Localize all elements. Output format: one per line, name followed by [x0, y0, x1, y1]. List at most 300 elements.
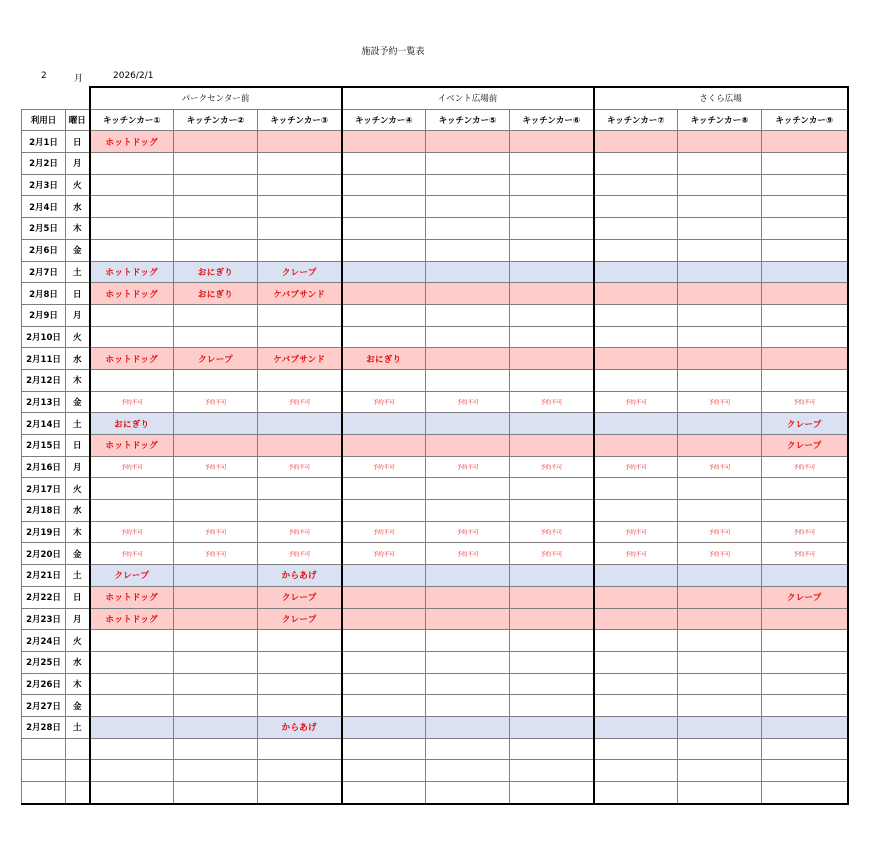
empty-cell[interactable] — [594, 500, 678, 522]
reservation-cell[interactable]: ケバブサンド — [258, 283, 342, 305]
empty-cell[interactable] — [258, 369, 342, 391]
empty-cell[interactable] — [174, 369, 258, 391]
weekday-cell[interactable]: 日 — [66, 283, 90, 305]
empty-cell[interactable] — [678, 261, 762, 283]
empty-cell[interactable] — [678, 695, 762, 717]
unavailable-cell[interactable]: 予約不可 — [342, 456, 426, 478]
empty-cell[interactable] — [426, 630, 510, 652]
date-cell[interactable]: 2月7日 — [22, 261, 66, 283]
unavailable-cell[interactable]: 予約不可 — [510, 521, 594, 543]
reservation-cell[interactable]: ケバブサンド — [258, 348, 342, 370]
empty-cell[interactable] — [174, 651, 258, 673]
empty-cell[interactable] — [510, 500, 594, 522]
empty-cell[interactable] — [762, 304, 848, 326]
empty-cell[interactable] — [762, 369, 848, 391]
empty-cell[interactable] — [90, 218, 174, 240]
empty-cell[interactable] — [174, 413, 258, 435]
empty-cell[interactable] — [594, 131, 678, 153]
unavailable-cell[interactable]: 予約不可 — [90, 521, 174, 543]
empty-cell[interactable] — [174, 673, 258, 695]
empty-cell[interactable] — [510, 608, 594, 630]
empty-cell[interactable] — [174, 738, 258, 760]
empty-cell[interactable] — [762, 738, 848, 760]
weekday-cell[interactable]: 月 — [66, 304, 90, 326]
date-cell[interactable]: 2月26日 — [22, 673, 66, 695]
empty-cell[interactable] — [510, 348, 594, 370]
reservation-cell[interactable]: クレープ — [762, 413, 848, 435]
empty-cell[interactable] — [594, 218, 678, 240]
empty-cell[interactable] — [258, 782, 342, 804]
date-cell[interactable]: 2月3日 — [22, 174, 66, 196]
empty-cell[interactable] — [594, 261, 678, 283]
date-cell[interactable]: 2月15日 — [22, 435, 66, 457]
empty-cell[interactable] — [258, 131, 342, 153]
empty-cell[interactable] — [678, 716, 762, 738]
weekday-cell[interactable] — [66, 738, 90, 760]
empty-cell[interactable] — [258, 695, 342, 717]
weekday-cell[interactable]: 金 — [66, 239, 90, 261]
reservation-cell[interactable]: ホットドッグ — [90, 348, 174, 370]
empty-cell[interactable] — [762, 565, 848, 587]
empty-cell[interactable] — [762, 283, 848, 305]
weekday-cell[interactable]: 月 — [66, 608, 90, 630]
unavailable-cell[interactable]: 予約不可 — [90, 391, 174, 413]
empty-cell[interactable] — [762, 716, 848, 738]
empty-cell[interactable] — [678, 304, 762, 326]
date-cell[interactable]: 2月12日 — [22, 369, 66, 391]
empty-cell[interactable] — [594, 348, 678, 370]
empty-cell[interactable] — [594, 716, 678, 738]
empty-cell[interactable] — [510, 716, 594, 738]
empty-cell[interactable] — [594, 413, 678, 435]
empty-cell[interactable] — [90, 738, 174, 760]
reservation-cell[interactable]: おにぎり — [174, 283, 258, 305]
unavailable-cell[interactable]: 予約不可 — [510, 543, 594, 565]
empty-cell[interactable] — [426, 565, 510, 587]
empty-cell[interactable] — [426, 304, 510, 326]
date-cell[interactable]: 2月14日 — [22, 413, 66, 435]
empty-cell[interactable] — [762, 174, 848, 196]
date-cell[interactable]: 2月18日 — [22, 500, 66, 522]
empty-cell[interactable] — [342, 174, 426, 196]
empty-cell[interactable] — [594, 369, 678, 391]
weekday-cell[interactable]: 火 — [66, 174, 90, 196]
empty-cell[interactable] — [678, 153, 762, 175]
empty-cell[interactable] — [762, 153, 848, 175]
empty-cell[interactable] — [678, 326, 762, 348]
empty-cell[interactable] — [594, 196, 678, 218]
weekday-cell[interactable]: 火 — [66, 630, 90, 652]
date-cell[interactable]: 2月21日 — [22, 565, 66, 587]
empty-cell[interactable] — [342, 695, 426, 717]
reservation-cell[interactable]: クレープ — [762, 435, 848, 457]
empty-cell[interactable] — [342, 738, 426, 760]
date-cell[interactable]: 2月28日 — [22, 716, 66, 738]
empty-cell[interactable] — [258, 413, 342, 435]
empty-cell[interactable] — [426, 153, 510, 175]
empty-cell[interactable] — [258, 435, 342, 457]
empty-cell[interactable] — [258, 651, 342, 673]
empty-cell[interactable] — [258, 500, 342, 522]
empty-cell[interactable] — [426, 218, 510, 240]
empty-cell[interactable] — [762, 608, 848, 630]
empty-cell[interactable] — [510, 326, 594, 348]
empty-cell[interactable] — [258, 196, 342, 218]
empty-cell[interactable] — [594, 478, 678, 500]
empty-cell[interactable] — [258, 239, 342, 261]
empty-cell[interactable] — [678, 348, 762, 370]
empty-cell[interactable] — [510, 369, 594, 391]
empty-cell[interactable] — [594, 630, 678, 652]
empty-cell[interactable] — [594, 738, 678, 760]
empty-cell[interactable] — [678, 760, 762, 782]
unavailable-cell[interactable]: 予約不可 — [762, 456, 848, 478]
date-cell[interactable]: 2月27日 — [22, 695, 66, 717]
empty-cell[interactable] — [258, 738, 342, 760]
weekday-cell[interactable]: 金 — [66, 543, 90, 565]
empty-cell[interactable] — [342, 435, 426, 457]
empty-cell[interactable] — [426, 651, 510, 673]
empty-cell[interactable] — [174, 586, 258, 608]
empty-cell[interactable] — [174, 760, 258, 782]
empty-cell[interactable] — [90, 630, 174, 652]
empty-cell[interactable] — [174, 326, 258, 348]
empty-cell[interactable] — [678, 369, 762, 391]
weekday-cell[interactable]: 土 — [66, 716, 90, 738]
reservation-cell[interactable]: ホットドッグ — [90, 586, 174, 608]
empty-cell[interactable] — [426, 673, 510, 695]
unavailable-cell[interactable]: 予約不可 — [594, 521, 678, 543]
empty-cell[interactable] — [426, 283, 510, 305]
empty-cell[interactable] — [594, 565, 678, 587]
unavailable-cell[interactable]: 予約不可 — [426, 521, 510, 543]
empty-cell[interactable] — [90, 760, 174, 782]
weekday-cell[interactable]: 水 — [66, 651, 90, 673]
unavailable-cell[interactable]: 予約不可 — [90, 543, 174, 565]
empty-cell[interactable] — [174, 782, 258, 804]
reservation-cell[interactable]: おにぎり — [174, 261, 258, 283]
empty-cell[interactable] — [342, 283, 426, 305]
empty-cell[interactable] — [510, 218, 594, 240]
unavailable-cell[interactable]: 予約不可 — [678, 521, 762, 543]
empty-cell[interactable] — [762, 196, 848, 218]
reservation-cell[interactable]: ホットドッグ — [90, 435, 174, 457]
empty-cell[interactable] — [510, 738, 594, 760]
empty-cell[interactable] — [678, 608, 762, 630]
date-cell[interactable] — [22, 782, 66, 804]
reservation-cell[interactable]: からあげ — [258, 716, 342, 738]
empty-cell[interactable] — [90, 369, 174, 391]
empty-cell[interactable] — [678, 174, 762, 196]
reservation-cell[interactable]: おにぎり — [342, 348, 426, 370]
empty-cell[interactable] — [510, 673, 594, 695]
date-cell[interactable] — [22, 760, 66, 782]
weekday-cell[interactable]: 木 — [66, 369, 90, 391]
reservation-cell[interactable]: クレープ — [258, 608, 342, 630]
empty-cell[interactable] — [510, 239, 594, 261]
empty-cell[interactable] — [594, 695, 678, 717]
empty-cell[interactable] — [594, 782, 678, 804]
empty-cell[interactable] — [342, 782, 426, 804]
empty-cell[interactable] — [426, 608, 510, 630]
empty-cell[interactable] — [258, 673, 342, 695]
empty-cell[interactable] — [426, 239, 510, 261]
weekday-cell[interactable]: 月 — [66, 153, 90, 175]
empty-cell[interactable] — [510, 782, 594, 804]
empty-cell[interactable] — [174, 131, 258, 153]
empty-cell[interactable] — [594, 326, 678, 348]
unavailable-cell[interactable]: 予約不可 — [258, 543, 342, 565]
empty-cell[interactable] — [510, 651, 594, 673]
empty-cell[interactable] — [762, 131, 848, 153]
empty-cell[interactable] — [90, 716, 174, 738]
empty-cell[interactable] — [426, 586, 510, 608]
empty-cell[interactable] — [426, 196, 510, 218]
date-cell[interactable]: 2月1日 — [22, 131, 66, 153]
empty-cell[interactable] — [342, 196, 426, 218]
unavailable-cell[interactable]: 予約不可 — [594, 543, 678, 565]
empty-cell[interactable] — [426, 131, 510, 153]
empty-cell[interactable] — [510, 304, 594, 326]
reservation-cell[interactable]: ホットドッグ — [90, 608, 174, 630]
empty-cell[interactable] — [426, 716, 510, 738]
empty-cell[interactable] — [90, 478, 174, 500]
empty-cell[interactable] — [510, 630, 594, 652]
empty-cell[interactable] — [426, 326, 510, 348]
reservation-cell[interactable]: ホットドッグ — [90, 131, 174, 153]
empty-cell[interactable] — [762, 695, 848, 717]
unavailable-cell[interactable]: 予約不可 — [342, 391, 426, 413]
reservation-cell[interactable]: クレープ — [258, 586, 342, 608]
unavailable-cell[interactable]: 予約不可 — [594, 391, 678, 413]
unavailable-cell[interactable]: 予約不可 — [174, 391, 258, 413]
empty-cell[interactable] — [678, 478, 762, 500]
empty-cell[interactable] — [258, 760, 342, 782]
empty-cell[interactable] — [594, 673, 678, 695]
empty-cell[interactable] — [678, 283, 762, 305]
empty-cell[interactable] — [426, 261, 510, 283]
empty-cell[interactable] — [258, 218, 342, 240]
empty-cell[interactable] — [426, 760, 510, 782]
empty-cell[interactable] — [594, 435, 678, 457]
unavailable-cell[interactable]: 予約不可 — [342, 521, 426, 543]
empty-cell[interactable] — [258, 174, 342, 196]
unavailable-cell[interactable]: 予約不可 — [678, 456, 762, 478]
weekday-cell[interactable]: 日 — [66, 131, 90, 153]
empty-cell[interactable] — [342, 153, 426, 175]
empty-cell[interactable] — [594, 586, 678, 608]
weekday-cell[interactable]: 水 — [66, 500, 90, 522]
empty-cell[interactable] — [678, 218, 762, 240]
empty-cell[interactable] — [342, 608, 426, 630]
empty-cell[interactable] — [90, 695, 174, 717]
unavailable-cell[interactable]: 予約不可 — [174, 543, 258, 565]
empty-cell[interactable] — [510, 413, 594, 435]
weekday-cell[interactable]: 日 — [66, 586, 90, 608]
empty-cell[interactable] — [174, 500, 258, 522]
empty-cell[interactable] — [678, 630, 762, 652]
empty-cell[interactable] — [678, 500, 762, 522]
empty-cell[interactable] — [174, 218, 258, 240]
empty-cell[interactable] — [678, 413, 762, 435]
empty-cell[interactable] — [510, 695, 594, 717]
empty-cell[interactable] — [174, 435, 258, 457]
empty-cell[interactable] — [678, 196, 762, 218]
empty-cell[interactable] — [174, 239, 258, 261]
reservation-cell[interactable]: からあげ — [258, 565, 342, 587]
weekday-cell[interactable]: 土 — [66, 261, 90, 283]
empty-cell[interactable] — [342, 304, 426, 326]
empty-cell[interactable] — [762, 500, 848, 522]
date-cell[interactable]: 2月11日 — [22, 348, 66, 370]
empty-cell[interactable] — [426, 174, 510, 196]
empty-cell[interactable] — [258, 304, 342, 326]
weekday-cell[interactable]: 木 — [66, 218, 90, 240]
empty-cell[interactable] — [510, 760, 594, 782]
weekday-cell[interactable]: 木 — [66, 521, 90, 543]
empty-cell[interactable] — [342, 716, 426, 738]
empty-cell[interactable] — [342, 673, 426, 695]
date-cell[interactable]: 2月9日 — [22, 304, 66, 326]
empty-cell[interactable] — [342, 478, 426, 500]
unavailable-cell[interactable]: 予約不可 — [678, 391, 762, 413]
date-cell[interactable]: 2月10日 — [22, 326, 66, 348]
empty-cell[interactable] — [342, 326, 426, 348]
unavailable-cell[interactable]: 予約不可 — [762, 391, 848, 413]
weekday-cell[interactable] — [66, 760, 90, 782]
empty-cell[interactable] — [678, 782, 762, 804]
empty-cell[interactable] — [174, 565, 258, 587]
empty-cell[interactable] — [426, 695, 510, 717]
date-cell[interactable]: 2月5日 — [22, 218, 66, 240]
date-cell[interactable]: 2月4日 — [22, 196, 66, 218]
empty-cell[interactable] — [342, 565, 426, 587]
empty-cell[interactable] — [510, 586, 594, 608]
empty-cell[interactable] — [594, 651, 678, 673]
empty-cell[interactable] — [678, 131, 762, 153]
unavailable-cell[interactable]: 予約不可 — [258, 391, 342, 413]
empty-cell[interactable] — [426, 500, 510, 522]
empty-cell[interactable] — [678, 586, 762, 608]
weekday-cell[interactable]: 火 — [66, 478, 90, 500]
empty-cell[interactable] — [342, 630, 426, 652]
empty-cell[interactable] — [174, 716, 258, 738]
empty-cell[interactable] — [678, 673, 762, 695]
date-cell[interactable]: 2月16日 — [22, 456, 66, 478]
empty-cell[interactable] — [762, 478, 848, 500]
unavailable-cell[interactable]: 予約不可 — [678, 543, 762, 565]
empty-cell[interactable] — [594, 304, 678, 326]
empty-cell[interactable] — [426, 369, 510, 391]
empty-cell[interactable] — [594, 760, 678, 782]
empty-cell[interactable] — [258, 153, 342, 175]
empty-cell[interactable] — [594, 174, 678, 196]
empty-cell[interactable] — [678, 435, 762, 457]
date-cell[interactable]: 2月22日 — [22, 586, 66, 608]
date-cell[interactable]: 2月17日 — [22, 478, 66, 500]
empty-cell[interactable] — [342, 651, 426, 673]
unavailable-cell[interactable]: 予約不可 — [258, 521, 342, 543]
empty-cell[interactable] — [426, 738, 510, 760]
unavailable-cell[interactable]: 予約不可 — [90, 456, 174, 478]
empty-cell[interactable] — [90, 239, 174, 261]
empty-cell[interactable] — [678, 565, 762, 587]
reservation-cell[interactable]: クレープ — [258, 261, 342, 283]
empty-cell[interactable] — [258, 326, 342, 348]
empty-cell[interactable] — [90, 782, 174, 804]
empty-cell[interactable] — [426, 348, 510, 370]
empty-cell[interactable] — [342, 760, 426, 782]
empty-cell[interactable] — [258, 630, 342, 652]
empty-cell[interactable] — [426, 413, 510, 435]
unavailable-cell[interactable]: 予約不可 — [174, 521, 258, 543]
unavailable-cell[interactable]: 予約不可 — [426, 456, 510, 478]
empty-cell[interactable] — [594, 153, 678, 175]
empty-cell[interactable] — [174, 174, 258, 196]
weekday-cell[interactable]: 土 — [66, 413, 90, 435]
empty-cell[interactable] — [762, 348, 848, 370]
empty-cell[interactable] — [342, 131, 426, 153]
empty-cell[interactable] — [174, 695, 258, 717]
empty-cell[interactable] — [90, 673, 174, 695]
date-cell[interactable]: 2月19日 — [22, 521, 66, 543]
empty-cell[interactable] — [174, 304, 258, 326]
empty-cell[interactable] — [510, 261, 594, 283]
empty-cell[interactable] — [342, 500, 426, 522]
empty-cell[interactable] — [678, 239, 762, 261]
empty-cell[interactable] — [342, 218, 426, 240]
reservation-cell[interactable]: ホットドッグ — [90, 283, 174, 305]
weekday-cell[interactable]: 火 — [66, 326, 90, 348]
empty-cell[interactable] — [762, 651, 848, 673]
date-cell[interactable]: 2月6日 — [22, 239, 66, 261]
empty-cell[interactable] — [342, 413, 426, 435]
empty-cell[interactable] — [594, 283, 678, 305]
date-cell[interactable]: 2月23日 — [22, 608, 66, 630]
empty-cell[interactable] — [174, 630, 258, 652]
empty-cell[interactable] — [90, 500, 174, 522]
weekday-cell[interactable]: 土 — [66, 565, 90, 587]
date-cell[interactable]: 2月24日 — [22, 630, 66, 652]
unavailable-cell[interactable]: 予約不可 — [426, 543, 510, 565]
empty-cell[interactable] — [510, 478, 594, 500]
unavailable-cell[interactable]: 予約不可 — [174, 456, 258, 478]
empty-cell[interactable] — [762, 782, 848, 804]
reservation-cell[interactable]: クレープ — [174, 348, 258, 370]
empty-cell[interactable] — [90, 651, 174, 673]
empty-cell[interactable] — [426, 782, 510, 804]
unavailable-cell[interactable]: 予約不可 — [510, 391, 594, 413]
empty-cell[interactable] — [90, 174, 174, 196]
empty-cell[interactable] — [762, 630, 848, 652]
empty-cell[interactable] — [510, 565, 594, 587]
empty-cell[interactable] — [90, 153, 174, 175]
weekday-cell[interactable]: 水 — [66, 348, 90, 370]
empty-cell[interactable] — [342, 586, 426, 608]
empty-cell[interactable] — [90, 326, 174, 348]
empty-cell[interactable] — [174, 196, 258, 218]
empty-cell[interactable] — [510, 196, 594, 218]
unavailable-cell[interactable]: 予約不可 — [258, 456, 342, 478]
weekday-cell[interactable]: 水 — [66, 196, 90, 218]
empty-cell[interactable] — [762, 218, 848, 240]
empty-cell[interactable] — [762, 673, 848, 695]
empty-cell[interactable] — [510, 174, 594, 196]
empty-cell[interactable] — [762, 261, 848, 283]
empty-cell[interactable] — [594, 608, 678, 630]
unavailable-cell[interactable]: 予約不可 — [510, 456, 594, 478]
empty-cell[interactable] — [90, 196, 174, 218]
